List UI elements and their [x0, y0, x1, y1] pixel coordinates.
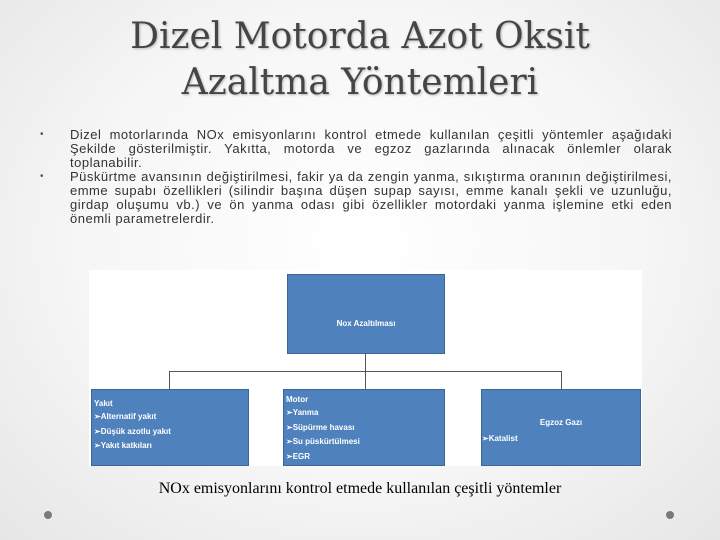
left-decor-dot: [44, 511, 52, 519]
slide-title-line-2: Azaltma Yöntemleri: [181, 62, 539, 103]
root-box: [287, 274, 445, 354]
slide-title-line-1: Dizel Motorda Azot Oksit: [130, 16, 590, 57]
bullet-marker: •: [40, 129, 45, 140]
egzoz-heading: Egzoz Gazı: [539, 418, 583, 427]
connector-root-down: [365, 354, 366, 371]
root-label: Nox Azaltılması: [336, 319, 396, 328]
yakit-box: [91, 389, 249, 466]
figure-caption: NOx emisyonlarını kontrol etmede kullanılan çeşitli yöntemler: [158, 480, 562, 497]
list-item: ➢Süpürme havası: [286, 422, 355, 432]
slide-title: [40, 14, 680, 106]
list-item: ➢Düşük azotlu yakıt: [94, 426, 171, 436]
list-item: ➢Alternatif yakıt: [94, 412, 157, 421]
connector-yakit: [169, 371, 170, 389]
list-item: ➢Yanma: [286, 408, 319, 417]
bullet-text: Dizel motorlarında NOx emisyonlarını kontrol etmede kullanılan çeşitli yöntemler aşağıdaki Şekilde gösterilmiştir. Yakıtta, motorda ve egzoz gazlarında alınacak önlemler olarak toplanabilir.: [70, 127, 672, 170]
egzoz-box: [481, 389, 641, 466]
list-item: ➢Su püskürtülmesi: [286, 437, 360, 446]
list-item: ➢Yakıt katkıları: [94, 441, 152, 450]
connector-motor: [365, 371, 366, 389]
right-decor-dot: [666, 511, 674, 519]
bullet-text: Püskürtme avansının değiştirilmesi, fakir ya da zengin yanma, sıkıştırma oranının değiştirilmesi, emme supabı özellikleri (silindir başına düşen supap sayısı, emme kanalı şekli ve uzunluğu, girdap oluşumu vb.) ve ön yanma odası gibi özellikler motordaki yanma işlemine etki eden önemli parametrelerdir.: [70, 169, 672, 226]
motor-box: [283, 389, 445, 466]
bullet-item: [40, 170, 672, 226]
bullet-list: [40, 128, 672, 226]
motor-heading: Motor: [286, 395, 309, 404]
list-item: ➢Katalist: [482, 434, 518, 443]
bullet-marker: •: [40, 171, 45, 182]
nox-reduction-diagram: [89, 270, 642, 466]
connector-egzoz: [561, 371, 562, 389]
bullet-item: [40, 128, 672, 170]
yakit-heading: Yakıt: [94, 399, 113, 408]
list-item: ➢EGR: [286, 451, 311, 461]
